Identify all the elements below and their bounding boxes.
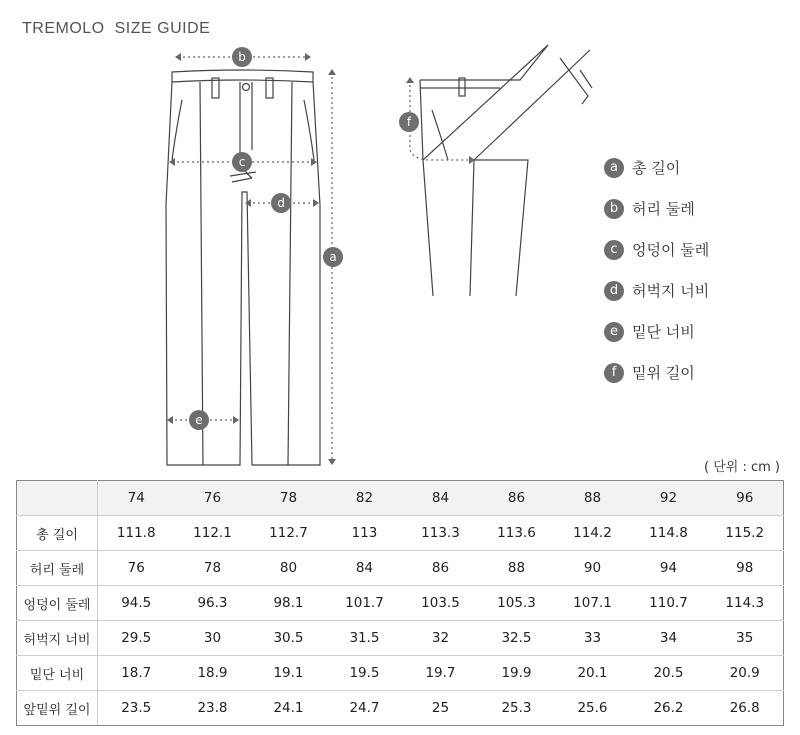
table-cell: 76	[98, 551, 175, 586]
size-header-cell: 86	[478, 481, 554, 516]
table-row	[17, 656, 784, 691]
table-cell: 19.5	[326, 656, 402, 691]
side-leg	[470, 160, 528, 296]
legend-item-d	[604, 270, 709, 311]
table-cell: 30.5	[250, 621, 326, 656]
table-cell: 114.3	[706, 586, 783, 621]
marker-e-letter: e	[195, 413, 203, 427]
table-cell: 86	[402, 551, 478, 586]
table-cell: 84	[326, 551, 402, 586]
dimension-arrows	[167, 53, 475, 465]
size-header-cell: 88	[554, 481, 630, 516]
trousers-outline	[166, 82, 320, 465]
waist-button	[243, 84, 250, 91]
table-cell: 19.1	[250, 656, 326, 691]
belt-loop-left	[212, 78, 219, 98]
legend-item-f	[604, 352, 709, 393]
table-cell: 94.5	[98, 586, 175, 621]
trousers-side-view	[420, 45, 592, 296]
measurement-legend	[604, 147, 709, 393]
table-row	[17, 621, 784, 656]
table-cell: 88	[478, 551, 554, 586]
table-row	[17, 516, 784, 551]
table-cell: 112.1	[174, 516, 250, 551]
table-cell: 26.8	[706, 691, 783, 726]
marker-a-letter: a	[329, 250, 337, 264]
crease-lines	[200, 82, 292, 465]
legend-badge: b	[604, 199, 624, 219]
legend-badge: e	[604, 322, 624, 342]
dimension-markers	[189, 47, 419, 430]
side-belt-loop	[459, 78, 465, 96]
folded-leg-edges	[423, 45, 590, 160]
table-row	[17, 691, 784, 726]
legend-item-b	[604, 188, 709, 229]
table-cell: 20.1	[554, 656, 630, 691]
table-row	[17, 586, 784, 621]
legend-label: 허벅지 너비	[632, 282, 710, 300]
table-cell: 25.6	[554, 691, 630, 726]
table-cell: 20.5	[630, 656, 706, 691]
arrow-f-line	[410, 80, 472, 160]
folded-leg-cuff	[560, 58, 592, 104]
size-header-cell: 92	[630, 481, 706, 516]
table-cell: 25.3	[478, 691, 554, 726]
pocket-lines	[172, 100, 314, 160]
row-label: 허리 둘레	[17, 551, 98, 586]
table-row	[17, 551, 784, 586]
table-cell: 113.3	[402, 516, 478, 551]
table-cell: 35	[706, 621, 783, 656]
table-cell: 23.8	[174, 691, 250, 726]
legend-item-e	[604, 311, 709, 352]
size-header-cell: 74	[98, 481, 175, 516]
table-cell: 101.7	[326, 586, 402, 621]
legend-label: 밑단 너비	[632, 323, 695, 341]
legend-item-c	[604, 229, 709, 270]
title-word-guide: GUIDE	[157, 20, 211, 37]
table-cell: 98	[706, 551, 783, 586]
marker-c-letter: c	[238, 155, 246, 169]
table-cell: 26.2	[630, 691, 706, 726]
legend-badge: d	[604, 281, 624, 301]
waistband	[172, 70, 313, 82]
table-cell: 114.8	[630, 516, 706, 551]
table-cell: 34	[630, 621, 706, 656]
size-header-cell: 96	[706, 481, 783, 516]
marker-f-letter: f	[406, 115, 412, 129]
table-cell: 80	[250, 551, 326, 586]
table-cell: 32.5	[478, 621, 554, 656]
table-cell: 19.7	[402, 656, 478, 691]
table-cell: 94	[630, 551, 706, 586]
row-label: 허벅지 너비	[17, 621, 98, 656]
table-cell: 30	[174, 621, 250, 656]
legend-item-a	[604, 147, 709, 188]
table-cell: 103.5	[402, 586, 478, 621]
row-label: 총 길이	[17, 516, 98, 551]
table-cell: 33	[554, 621, 630, 656]
crotch-mark	[230, 172, 256, 182]
legend-label: 허리 둘레	[632, 200, 695, 218]
legend-badge: c	[604, 240, 624, 260]
table-cell: 19.9	[478, 656, 554, 691]
belt-loop-right	[266, 78, 273, 98]
table-cell: 24.7	[326, 691, 402, 726]
legend-label: 총 길이	[632, 159, 681, 177]
size-table	[16, 480, 784, 726]
row-label: 밑단 너비	[17, 656, 98, 691]
table-cell: 20.9	[706, 656, 783, 691]
size-header-cell: 82	[326, 481, 402, 516]
header-corner-cell	[17, 481, 98, 516]
side-front-edge	[420, 80, 433, 296]
size-header-row	[17, 481, 784, 516]
legend-label: 엉덩이 둘레	[632, 241, 710, 259]
table-cell: 23.5	[98, 691, 175, 726]
table-cell: 78	[174, 551, 250, 586]
row-label: 엉덩이 둘레	[17, 586, 98, 621]
table-cell: 90	[554, 551, 630, 586]
table-cell: 96.3	[174, 586, 250, 621]
legend-label: 밑위 길이	[632, 364, 695, 382]
table-cell: 18.9	[174, 656, 250, 691]
title-brand: TREMOLO	[22, 20, 105, 37]
table-cell: 18.7	[98, 656, 175, 691]
table-cell: 114.2	[554, 516, 630, 551]
table-cell: 29.5	[98, 621, 175, 656]
size-header-cell: 84	[402, 481, 478, 516]
table-cell: 107.1	[554, 586, 630, 621]
table-cell: 105.3	[478, 586, 554, 621]
legend-badge: f	[604, 363, 624, 383]
size-header-cell: 76	[174, 481, 250, 516]
size-header-cell: 78	[250, 481, 326, 516]
table-cell: 113	[326, 516, 402, 551]
trousers-front-view	[166, 70, 320, 465]
table-cell: 25	[402, 691, 478, 726]
table-cell: 31.5	[326, 621, 402, 656]
table-cell: 113.6	[478, 516, 554, 551]
marker-d-letter: d	[277, 196, 285, 210]
table-cell: 111.8	[98, 516, 175, 551]
unit-note: ( 단위 : cm )	[704, 460, 780, 475]
marker-b-letter: b	[238, 50, 246, 64]
table-cell: 24.1	[250, 691, 326, 726]
title-word-size: SIZE	[114, 20, 153, 37]
table-cell: 32	[402, 621, 478, 656]
table-cell: 115.2	[706, 516, 783, 551]
side-pocket	[432, 110, 448, 160]
legend-badge: a	[604, 158, 624, 178]
row-label: 앞밑위 길이	[17, 691, 98, 726]
table-cell: 112.7	[250, 516, 326, 551]
table-cell: 98.1	[250, 586, 326, 621]
table-cell: 110.7	[630, 586, 706, 621]
